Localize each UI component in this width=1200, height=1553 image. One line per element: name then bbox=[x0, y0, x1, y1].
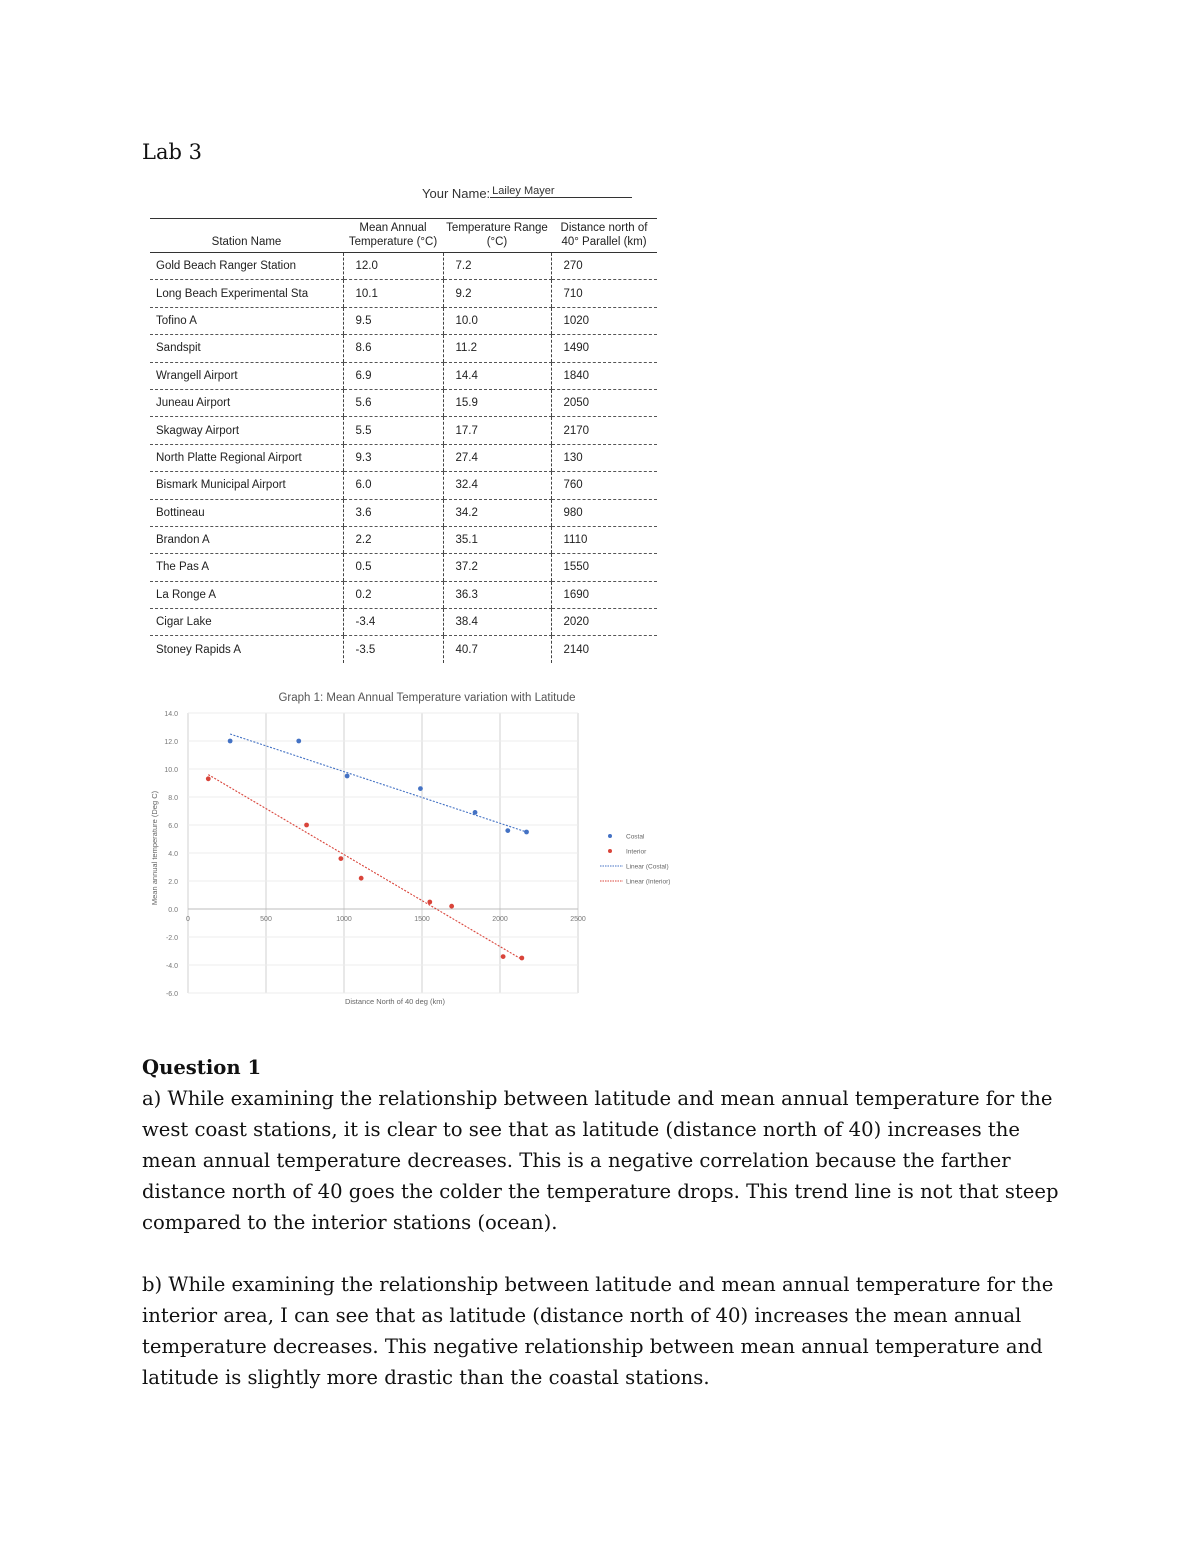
temp-range-cell: 38.4 bbox=[443, 609, 551, 636]
data-point-costal bbox=[524, 830, 529, 835]
table-row bbox=[150, 362, 657, 389]
mean-temp-cell: 5.6 bbox=[343, 389, 443, 416]
table-row bbox=[150, 444, 657, 471]
header-mean-temp: Mean Annual Temperature (°C) bbox=[343, 219, 443, 253]
distance-cell: 1840 bbox=[551, 362, 657, 389]
data-point-interior bbox=[501, 954, 506, 959]
distance-cell: 2140 bbox=[551, 636, 657, 663]
paragraph-spacer bbox=[142, 1238, 1062, 1269]
mean-temp-cell: 0.2 bbox=[343, 581, 443, 608]
station-name-cell: Skagway Airport bbox=[150, 417, 343, 444]
chart-trendlines bbox=[208, 734, 526, 959]
data-point-interior bbox=[359, 876, 364, 881]
data-point-interior bbox=[338, 856, 343, 861]
data-point-interior bbox=[449, 904, 454, 909]
x-tick-label: 500 bbox=[260, 916, 272, 923]
distance-cell: 1550 bbox=[551, 554, 657, 581]
distance-cell: 2020 bbox=[551, 609, 657, 636]
table-row bbox=[150, 609, 657, 636]
y-tick-label: 10.0 bbox=[164, 767, 178, 774]
mean-temp-cell: 6.0 bbox=[343, 472, 443, 499]
temp-range-cell: 14.4 bbox=[443, 362, 551, 389]
data-point-interior bbox=[519, 956, 524, 961]
chart-points bbox=[206, 739, 529, 961]
station-name-cell: The Pas A bbox=[150, 554, 343, 581]
station-name-cell: Cigar Lake bbox=[150, 609, 343, 636]
chart-legend bbox=[600, 834, 670, 886]
name-value: Lailey Mayer bbox=[490, 185, 632, 198]
data-point-costal bbox=[296, 739, 301, 744]
table-header-row bbox=[150, 219, 657, 253]
distance-cell: 1020 bbox=[551, 307, 657, 334]
y-tick-label: 4.0 bbox=[168, 851, 178, 858]
lab-title: Lab 3 bbox=[142, 140, 202, 164]
trendline-costal bbox=[230, 734, 526, 832]
legend-label: Interior bbox=[626, 848, 647, 856]
data-point-costal bbox=[345, 774, 350, 779]
temp-range-cell: 11.2 bbox=[443, 335, 551, 362]
header-distance: Distance north of 40° Parallel (km) bbox=[551, 219, 657, 253]
mean-temp-cell: 9.3 bbox=[343, 444, 443, 471]
temp-range-cell: 9.2 bbox=[443, 280, 551, 307]
table-row bbox=[150, 307, 657, 334]
data-point-costal bbox=[505, 828, 510, 833]
y-tick-label: 0.0 bbox=[168, 907, 178, 914]
distance-cell: 1690 bbox=[551, 581, 657, 608]
temp-range-cell: 34.2 bbox=[443, 499, 551, 526]
distance-cell: 1490 bbox=[551, 335, 657, 362]
table-row bbox=[150, 417, 657, 444]
data-point-costal bbox=[228, 739, 233, 744]
x-tick-label: 0 bbox=[186, 916, 190, 923]
chart-grid bbox=[188, 713, 578, 993]
table-row bbox=[150, 636, 657, 663]
temp-range-cell: 15.9 bbox=[443, 389, 551, 416]
temperature-latitude-chart bbox=[140, 688, 700, 1008]
station-name-cell: Juneau Airport bbox=[150, 389, 343, 416]
name-label: Your Name: bbox=[422, 186, 491, 201]
mean-temp-cell: 9.5 bbox=[343, 307, 443, 334]
answer-part-a: a) While examining the relationship between latitude and mean annual temperature for the west coast stations, it is clear to see that as latitude (distance north of 40) increases the mean annual temperature decreases. This is a negative correlation because the farther distance north of 40 goes the colder the temperature drops. This trend line is not that steep compared to the interior stations (ocean). bbox=[142, 1087, 1059, 1234]
distance-cell: 270 bbox=[551, 253, 657, 280]
x-tick-label: 2000 bbox=[492, 916, 508, 923]
header-station: Station Name bbox=[150, 219, 343, 253]
data-point-costal bbox=[473, 810, 478, 815]
temp-range-cell: 40.7 bbox=[443, 636, 551, 663]
x-tick-label: 1000 bbox=[336, 916, 352, 923]
temp-range-cell: 35.1 bbox=[443, 526, 551, 553]
station-name-cell: Brandon A bbox=[150, 526, 343, 553]
legend-label: Linear (Costal) bbox=[626, 863, 669, 871]
y-tick-label: 2.0 bbox=[168, 879, 178, 886]
mean-temp-cell: 5.5 bbox=[343, 417, 443, 444]
table-row bbox=[150, 389, 657, 416]
data-point-interior bbox=[304, 823, 309, 828]
temp-range-cell: 37.2 bbox=[443, 554, 551, 581]
y-tick-label: -6.0 bbox=[165, 991, 178, 998]
distance-cell: 130 bbox=[551, 444, 657, 471]
temp-range-cell: 36.3 bbox=[443, 581, 551, 608]
temp-range-cell: 17.7 bbox=[443, 417, 551, 444]
legend-label: Linear (Interior) bbox=[626, 878, 671, 886]
station-name-cell: Gold Beach Ranger Station bbox=[150, 253, 343, 280]
distance-cell: 760 bbox=[551, 472, 657, 499]
legend-label: Costal bbox=[626, 833, 645, 841]
student-name-row bbox=[422, 186, 656, 202]
station-name-cell: Bismark Municipal Airport bbox=[150, 472, 343, 499]
station-name-cell: Tofino A bbox=[150, 307, 343, 334]
temp-range-cell: 32.4 bbox=[443, 472, 551, 499]
table-row bbox=[150, 253, 657, 280]
station-name-cell: Long Beach Experimental Sta bbox=[150, 280, 343, 307]
mean-temp-cell: 0.5 bbox=[343, 554, 443, 581]
legend-marker bbox=[608, 834, 612, 838]
y-tick-label: 8.0 bbox=[168, 795, 178, 802]
y-tick-label: 6.0 bbox=[168, 823, 178, 830]
table-row bbox=[150, 554, 657, 581]
mean-temp-cell: -3.4 bbox=[343, 609, 443, 636]
x-tick-label: 1500 bbox=[414, 916, 430, 923]
table-row bbox=[150, 499, 657, 526]
distance-cell: 1110 bbox=[551, 526, 657, 553]
temp-range-cell: 7.2 bbox=[443, 253, 551, 280]
station-name-cell: Sandspit bbox=[150, 335, 343, 362]
table-row bbox=[150, 581, 657, 608]
station-name-cell: Wrangell Airport bbox=[150, 362, 343, 389]
data-point-interior bbox=[206, 776, 211, 781]
question-block bbox=[142, 1052, 1062, 1393]
answer-part-b: b) While examining the relationship between latitude and mean annual temperature for the interior area, I can see that as latitude (distance north of 40) increases the mean annual temperature decreases. This negative relationship between mean annual temperature and latitude is slightly more drastic than the coastal stations. bbox=[142, 1273, 1054, 1389]
table-row bbox=[150, 526, 657, 553]
chart-y-label: Mean annual temperature (Deg C) bbox=[150, 790, 159, 906]
temp-range-cell: 27.4 bbox=[443, 444, 551, 471]
question-heading: Question 1 bbox=[142, 1056, 262, 1079]
y-tick-label: 14.0 bbox=[164, 711, 178, 718]
x-tick-label: 2500 bbox=[570, 916, 586, 923]
station-name-cell: Bottineau bbox=[150, 499, 343, 526]
station-name-cell: Stoney Rapids A bbox=[156, 643, 242, 656]
distance-cell: 2050 bbox=[551, 389, 657, 416]
mean-temp-cell: -3.5 bbox=[343, 636, 443, 663]
table-row bbox=[150, 472, 657, 499]
chart-x-label: Distance North of 40 deg (km) bbox=[344, 997, 446, 1006]
distance-cell: 2170 bbox=[551, 417, 657, 444]
legend-marker bbox=[608, 849, 612, 853]
mean-temp-cell: 10.1 bbox=[343, 280, 443, 307]
chart-axes bbox=[164, 711, 586, 998]
mean-temp-cell: 12.0 bbox=[343, 253, 443, 280]
table-row bbox=[150, 335, 657, 362]
station-name-cell: La Ronge A bbox=[150, 581, 343, 608]
distance-cell: 710 bbox=[551, 280, 657, 307]
temp-range-cell: 10.0 bbox=[443, 307, 551, 334]
mean-temp-cell: 3.6 bbox=[343, 499, 443, 526]
table-body bbox=[150, 253, 657, 663]
data-point-costal bbox=[418, 786, 423, 791]
y-tick-label: -2.0 bbox=[165, 935, 178, 942]
mean-temp-cell: 2.2 bbox=[343, 526, 443, 553]
y-tick-label: -4.0 bbox=[165, 963, 178, 970]
mean-temp-cell: 8.6 bbox=[343, 335, 443, 362]
station-data-table bbox=[150, 218, 657, 663]
header-temp-range: Temperature Range (°C) bbox=[443, 219, 551, 253]
chart-title: Graph 1: Mean Annual Temperature variation with Latitude bbox=[278, 692, 576, 704]
data-point-interior bbox=[427, 900, 432, 905]
trendline-interior bbox=[208, 775, 522, 960]
table-row bbox=[150, 280, 657, 307]
mean-temp-cell: 6.9 bbox=[343, 362, 443, 389]
distance-cell: 980 bbox=[551, 499, 657, 526]
y-tick-label: 12.0 bbox=[164, 739, 178, 746]
station-name-cell: North Platte Regional Airport bbox=[150, 444, 343, 471]
